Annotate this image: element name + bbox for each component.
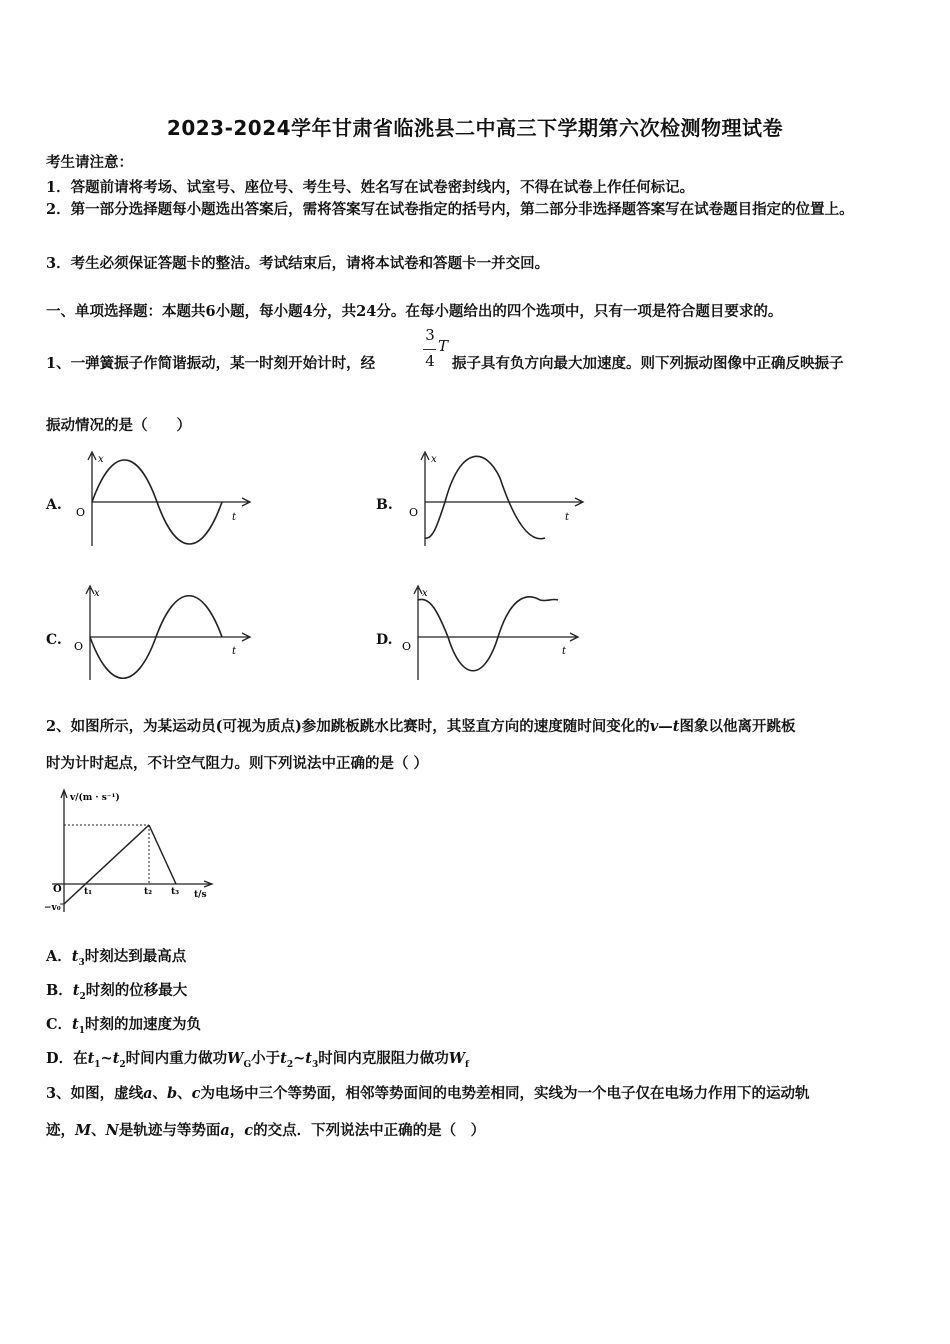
q2-option-a[interactable]: A．$t_3$时刻达到最高点: [46, 948, 187, 968]
q2-dash: —: [658, 718, 673, 735]
q1-stem-line2: 振动情况的是（ ）: [46, 417, 191, 434]
origin-label: O: [53, 884, 62, 895]
t-axis-label: t/s: [194, 890, 207, 900]
t-axis-label: t: [562, 646, 567, 657]
q2-stem-line2: 时为计时起点，不计空气阻力。则下列说法中正确的是（ ）: [46, 755, 429, 772]
q1-stem-part2: 振子具有负方向最大加速度。则下列振动图像中正确反映振子: [452, 355, 844, 372]
q1-fraction-numerator: 3: [425, 326, 435, 344]
q1-option-b-label[interactable]: B.: [376, 497, 393, 513]
x-axis-label: x: [94, 588, 100, 599]
x-axis-label: x: [422, 588, 428, 599]
q2-option-d[interactable]: D．在$t_1\sim t_2$时间内重力做功$W_G$小于$t_2\sim t_3$时间内克服阻力做功$W_f$: [46, 1050, 469, 1070]
q1-fraction-bar: [423, 349, 436, 350]
q3-stem-line1: 3、如图，虚线a、b、c为电场中三个等势面，相邻等势面间的电势差相同，实线为一个电子仅在电场力作用下的运动轨: [46, 1085, 810, 1102]
notice-item-3: 3．考生必须保证答题卡的整洁。考试结束后，请将本试卷和答题卡一并交回。: [46, 255, 550, 272]
q1-option-c-label[interactable]: C.: [46, 632, 62, 648]
q2-t-var: t: [672, 718, 680, 735]
q2-v-var: v: [649, 718, 659, 735]
v-axis-label: v/(m · s⁻¹): [70, 793, 120, 803]
q2-stem-line1: [46, 715, 795, 736]
notice-heading: 考生请注意：: [46, 154, 133, 171]
q1-option-a-label[interactable]: A.: [46, 497, 62, 513]
q1-fraction-var: T: [438, 337, 449, 355]
t-axis-label: t: [565, 512, 570, 523]
page-title: 2023-2024学年甘肃省临洮县二中高三下学期第六次检测物理试卷: [166, 116, 784, 140]
q2-option-b[interactable]: B．$t_2$时刻的位移最大: [46, 982, 188, 1002]
q1-option-b-graph: [405, 448, 590, 548]
q2-stem-part2: 图象以他离开跳板: [679, 718, 796, 735]
q1-option-d-label[interactable]: D.: [376, 632, 393, 648]
notice-item-2: 2．第一部分选择题每小题选出答案后，需将答案写在试卷指定的括号内，第二部分非选择题答案写在试卷题目指定的位置上。: [46, 201, 854, 218]
section-heading: 一、单项选择题：本题共6小题，每小题4分，共24分。在每小题给出的四个选项中，只有一项是符合题目要求的。: [46, 303, 783, 320]
q2-option-c[interactable]: C．$t_1$时刻的加速度为负: [46, 1016, 202, 1036]
origin-label: O: [402, 640, 412, 653]
q1-option-a-graph: [72, 448, 257, 548]
falling-segment: [149, 825, 176, 884]
origin-label: O: [76, 506, 86, 519]
t1-label: t₁: [84, 887, 93, 897]
x-axis-label: x: [98, 454, 104, 465]
q1-fraction-denominator: 4: [425, 352, 435, 370]
notice-item-1: 1．答题前请将考场、试室号、座位号、考生号、姓名写在试卷密封线内，不得在试卷上作任何标记。: [46, 179, 695, 196]
wave-curve: [418, 597, 558, 671]
t-axis-label: t: [232, 512, 237, 523]
q1-option-c-graph: [72, 582, 257, 682]
t2-label: t₂: [144, 887, 153, 897]
q2-stem-part1: 2、如图所示，为某运动员(可视为质点)参加跳板跳水比赛时，其竖直方向的速度随时间变化的: [46, 718, 650, 735]
wave-curve: [425, 456, 545, 538]
q1-stem-part1: 1、一弹簧振子作简谐振动，某一时刻开始计时，经: [46, 355, 376, 372]
rising-segment: [64, 825, 149, 904]
q3-stem-line2: 迹，M、N是轨迹与等势面a，c的交点．下列说法中正确的是（ ）: [46, 1122, 486, 1139]
t-axis-label: t: [232, 646, 237, 657]
x-axis-label: x: [431, 454, 437, 465]
t3-label: t₃: [171, 887, 180, 897]
origin-label: O: [409, 506, 419, 519]
q2-vt-graph: [44, 784, 216, 914]
origin-label: O: [74, 640, 84, 653]
v0-label: −v₀: [44, 903, 61, 913]
q1-option-d-graph: [400, 582, 585, 682]
